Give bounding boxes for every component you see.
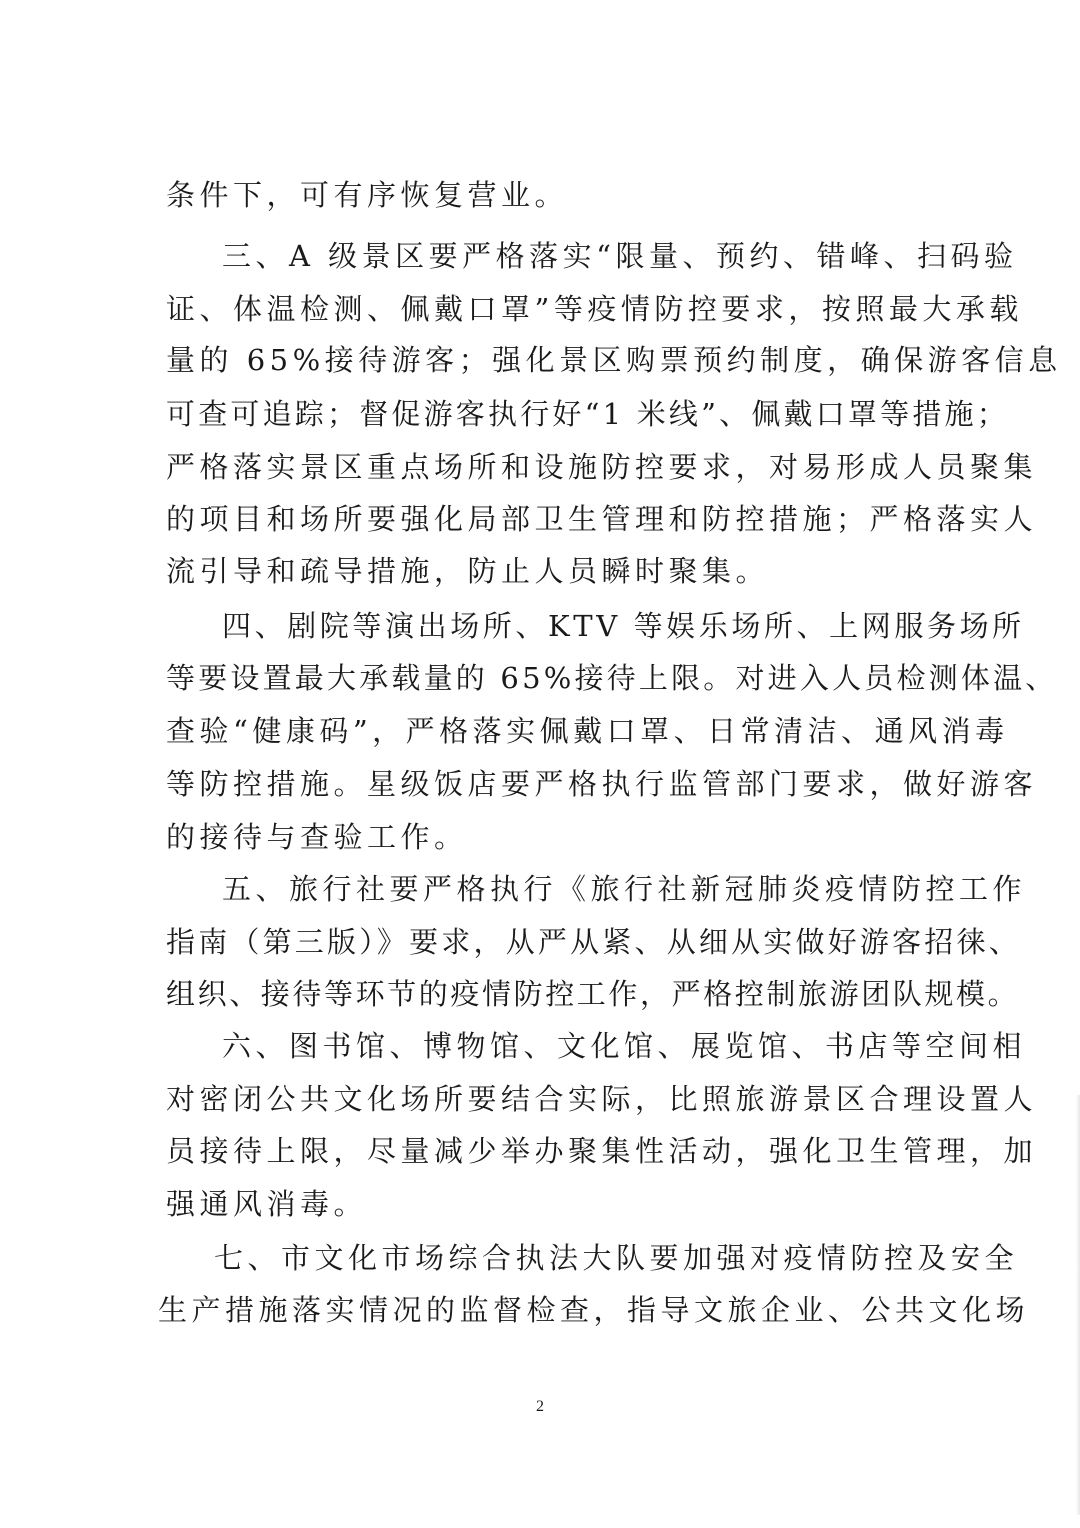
text-line: 流引导和疏导措施，防止人员瞬时聚集。: [166, 554, 770, 588]
text-line: 等要设置最大承载量的 65%接待上限。对进入人员检测体温、: [166, 661, 1058, 695]
page-number: 2: [536, 1398, 544, 1415]
text-line: 证、体温检测、佩戴口罩”等疫情防控要求，按照最大承载: [166, 292, 1023, 326]
text-line: 条件下，可有序恢复营业。: [166, 178, 569, 212]
text-line: 组织、接待等环节的疫情防控工作，严格控制旅游团队规模。: [166, 977, 1020, 1011]
text-line: 量的 65%接待游客；强化景区购票预约制度，确保游客信息: [166, 343, 1062, 377]
text-line: 六、图书馆、博物馆、文化馆、展览馆、书店等空间相: [222, 1029, 1027, 1063]
text-line: 生产措施落实情况的监督检查，指导文旅企业、公共文化场: [158, 1293, 1030, 1327]
text-line: 的项目和场所要强化局部卫生管理和防控措施；严格落实人: [166, 502, 1038, 536]
text-line: 查验“健康码”，严格落实佩戴口罩、日常清洁、通风消毒: [166, 714, 1009, 748]
text-line: 指南（第三版）》要求，从严从紧、从细从实做好游客招徕、: [166, 925, 1021, 959]
text-line: 等防控措施。星级饭店要严格执行监管部门要求，做好游客: [166, 767, 1038, 801]
text-line: 强通风消毒。: [166, 1187, 368, 1221]
text-line: 四、剧院等演出场所、KTV 等娱乐场所、上网服务场所: [222, 609, 1025, 643]
text-line: 的接待与查验工作。: [166, 820, 468, 854]
scan-edge-shadow: [1076, 1095, 1080, 1515]
text-line: 七、市文化市场综合执法大队要加强对疫情防控及安全: [214, 1241, 1019, 1275]
text-line: 对密闭公共文化场所要结合实际，比照旅游景区合理设置人: [166, 1082, 1038, 1116]
text-line: 员接待上限，尽量减少举办聚集性活动，强化卫生管理，加: [166, 1134, 1038, 1168]
text-line: 可查可追踪；督促游客执行好“1 米线”、佩戴口罩等措施；: [166, 397, 1009, 431]
text-line: 三、A 级景区要严格落实“限量、预约、错峰、扫码验: [222, 239, 1018, 273]
text-line: 严格落实景区重点场所和设施防控要求，对易形成人员聚集: [166, 450, 1038, 484]
text-line: 五、旅行社要严格执行《旅行社新冠肺炎疫情防控工作: [222, 872, 1027, 906]
